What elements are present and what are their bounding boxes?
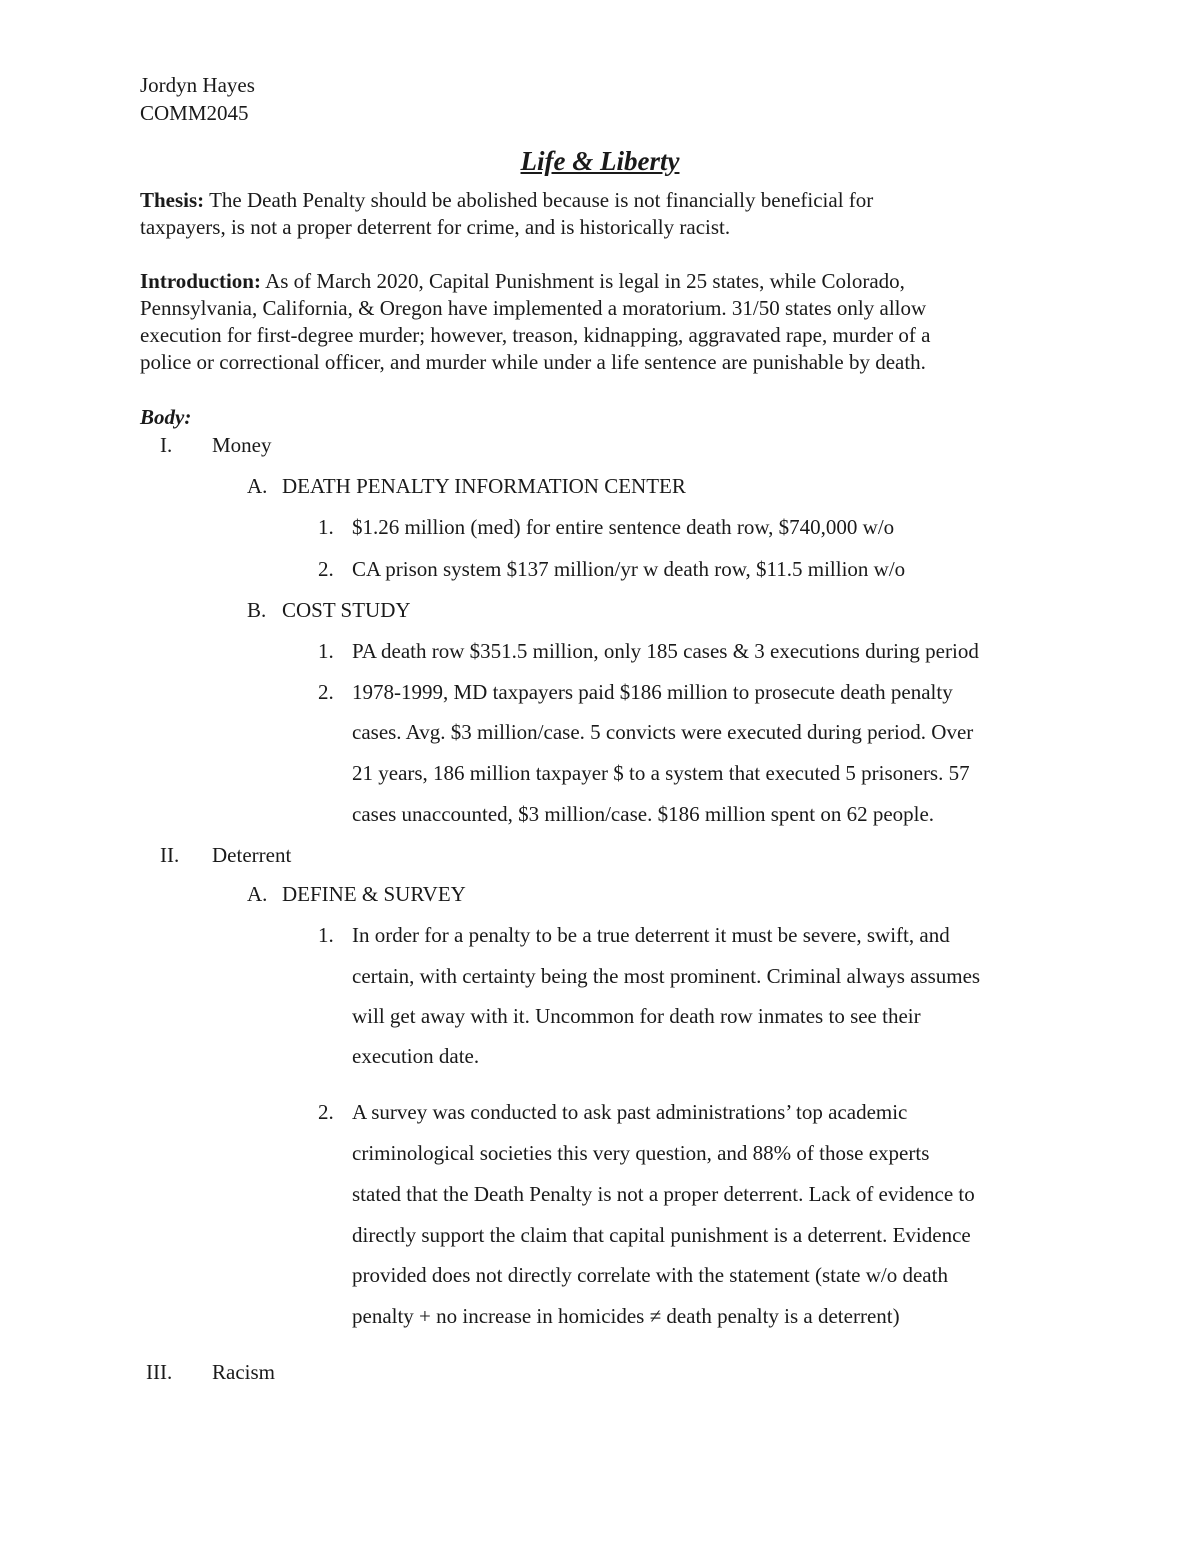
point-text: penalty + no increase in homicides ≠ death penalty is a deterrent)	[352, 1304, 900, 1328]
point-text: PA death row $351.5 million, only 185 cases & 3 executions during period	[352, 639, 979, 663]
section-heading: Money	[212, 433, 272, 457]
intro-line-3: execution for first-degree murder; however, treason, kidnapping, aggravated rape, murder of a	[140, 323, 931, 347]
point-text: cases unaccounted, $3 million/case. $186 million spent on 62 people.	[352, 802, 935, 826]
thesis-label: Thesis:	[140, 188, 205, 212]
point-number: 2.	[318, 557, 334, 581]
point-text: provided does not directly correlate with the statement (state w/o death	[352, 1263, 948, 1287]
section-numeral: I.	[160, 433, 173, 457]
point-text: CA prison system $137 million/yr w death row, $11.5 million w/o	[352, 557, 906, 581]
course-code: COMM2045	[140, 101, 249, 125]
thesis-line-1	[140, 187, 873, 213]
intro-line-2: Pennsylvania, California, & Oregon have implemented a moratorium. 31/50 states only allow	[140, 296, 927, 320]
subsection-heading: DEATH PENALTY INFORMATION CENTER	[282, 474, 686, 498]
section-heading: Racism	[212, 1360, 275, 1384]
subsection-letter: A.	[247, 882, 268, 906]
point-text: certain, with certainty being the most prominent. Criminal always assumes	[352, 964, 981, 988]
author-name: Jordyn Hayes	[140, 73, 255, 97]
body-label: Body:	[140, 405, 192, 429]
point-number: 1.	[318, 923, 334, 947]
subsection-heading: COST STUDY	[282, 598, 411, 622]
document-title: Life & Liberty	[520, 146, 680, 176]
section-heading: Deterrent	[212, 843, 292, 867]
point-text: 1978-1999, MD taxpayers paid $186 million to prosecute death penalty	[352, 680, 953, 704]
point-text: A survey was conducted to ask past administrations’ top academic	[352, 1100, 908, 1124]
section-numeral: III.	[146, 1360, 173, 1384]
section-numeral: II.	[160, 843, 180, 867]
point-text: cases. Avg. $3 million/case. 5 convicts were executed during period. Over	[352, 720, 974, 744]
subsection-heading: DEFINE & SURVEY	[282, 882, 466, 906]
intro-line-1	[140, 268, 905, 294]
point-text: In order for a penalty to be a true deterrent it must be severe, swift, and	[352, 923, 950, 947]
point-text: criminological societies this very question, and 88% of those experts	[352, 1141, 930, 1165]
subsection-letter: A.	[247, 474, 268, 498]
point-text: $1.26 million (med) for entire sentence death row, $740,000 w/o	[352, 515, 895, 539]
thesis-line-2: taxpayers, is not a proper deterrent for crime, and is historically racist.	[140, 215, 731, 239]
point-number: 2.	[318, 1100, 334, 1124]
intro-text: As of March 2020, Capital Punishment is legal in 25 states, while Colorado,	[265, 269, 905, 293]
point-number: 2.	[318, 680, 334, 704]
point-number: 1.	[318, 515, 334, 539]
thesis-text: The Death Penalty should be abolished because is not financially beneficial for	[209, 188, 874, 212]
point-number: 1.	[318, 639, 334, 663]
point-text: will get away with it. Uncommon for death row inmates to see their	[352, 1004, 921, 1028]
intro-label: Introduction:	[140, 269, 261, 293]
subsection-letter: B.	[247, 598, 267, 622]
point-text: execution date.	[352, 1044, 480, 1068]
intro-line-4: police or correctional officer, and murder while under a life sentence are punishable by death.	[140, 350, 926, 374]
point-text: stated that the Death Penalty is not a proper deterrent. Lack of evidence to	[352, 1182, 975, 1206]
point-text: directly support the claim that capital punishment is a deterrent. Evidence	[352, 1223, 971, 1247]
point-text: 21 years, 186 million taxpayer $ to a system that executed 5 prisoners. 57	[352, 761, 970, 785]
